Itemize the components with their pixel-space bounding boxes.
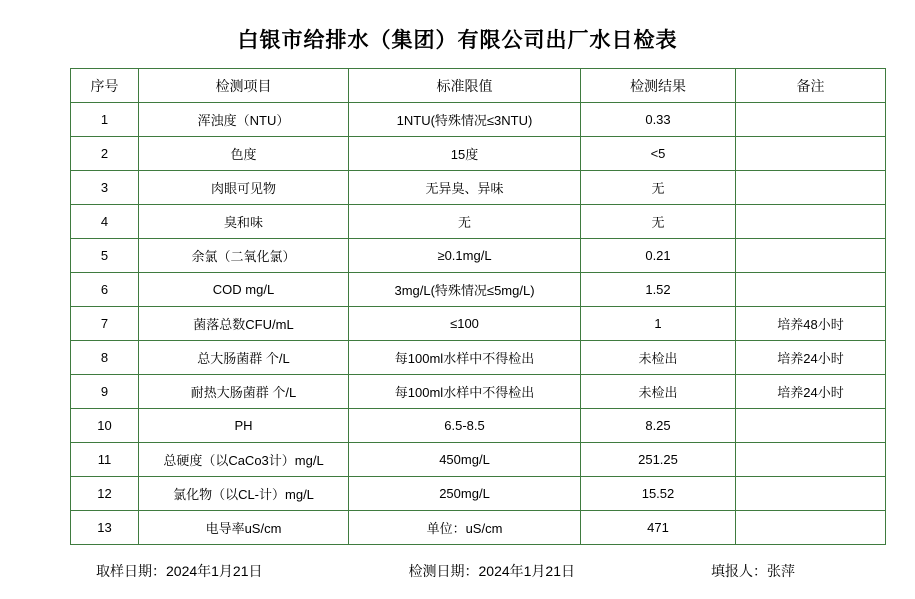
cell-no: 13: [71, 511, 139, 545]
footer: [0, 545, 915, 581]
table-row: [71, 103, 886, 137]
cell-result: 8.25: [581, 409, 736, 443]
cell-no: 7: [71, 307, 139, 341]
table-header-row: [71, 69, 886, 103]
cell-item: 色度: [139, 137, 349, 171]
cell-item: 电导率uS/cm: [139, 511, 349, 545]
cell-no: 1: [71, 103, 139, 137]
cell-result: 未检出: [581, 341, 736, 375]
table-container: [0, 68, 915, 545]
cell-remark: [736, 103, 886, 137]
table-row: [71, 443, 886, 477]
table-row: [71, 375, 886, 409]
cell-remark: 培养24小时: [736, 341, 886, 375]
cell-item: 浑浊度（NTU）: [139, 103, 349, 137]
table-row: [71, 511, 886, 545]
cell-no: 10: [71, 409, 139, 443]
column-header-no: 序号: [71, 69, 139, 103]
cell-item: COD mg/L: [139, 273, 349, 307]
table-row: [71, 273, 886, 307]
cell-remark: [736, 409, 886, 443]
cell-result: 251.25: [581, 443, 736, 477]
cell-item: 肉眼可见物: [139, 171, 349, 205]
cell-no: 12: [71, 477, 139, 511]
table-row: [71, 137, 886, 171]
column-header-remark: 备注: [736, 69, 886, 103]
cell-remark: 培养48小时: [736, 307, 886, 341]
cell-remark: [736, 273, 886, 307]
table-row: [71, 341, 886, 375]
cell-result: 471: [581, 511, 736, 545]
cell-limit: 无: [349, 205, 581, 239]
cell-limit: 每100ml水样中不得检出: [349, 341, 581, 375]
table-row: [71, 477, 886, 511]
cell-item: 总大肠菌群 个/L: [139, 341, 349, 375]
cell-item: 余氯（二氧化氯）: [139, 239, 349, 273]
table-row: [71, 409, 886, 443]
cell-remark: [736, 205, 886, 239]
table-row: [71, 307, 886, 341]
sampling-date: 取样日期：2024年1月21日: [96, 563, 263, 579]
cell-no: 4: [71, 205, 139, 239]
cell-item: 菌落总数CFU/mL: [139, 307, 349, 341]
cell-item: 耐热大肠菌群 个/L: [139, 375, 349, 409]
cell-limit: 每100ml水样中不得检出: [349, 375, 581, 409]
cell-limit: 3mg/L(特殊情况≤5mg/L): [349, 273, 581, 307]
cell-no: 5: [71, 239, 139, 273]
table-row: [71, 205, 886, 239]
cell-item: PH: [139, 409, 349, 443]
cell-limit: 450mg/L: [349, 443, 581, 477]
cell-no: 2: [71, 137, 139, 171]
cell-result: 1: [581, 307, 736, 341]
cell-result: 未检出: [581, 375, 736, 409]
cell-result: 1.52: [581, 273, 736, 307]
column-header-limit: 标准限值: [349, 69, 581, 103]
cell-no: 8: [71, 341, 139, 375]
cell-result: <5: [581, 137, 736, 171]
column-header-item: 检测项目: [139, 69, 349, 103]
table-row: [71, 171, 886, 205]
cell-result: 0.33: [581, 103, 736, 137]
cell-remark: 培养24小时: [736, 375, 886, 409]
cell-item: 总硬度（以CaCo3计）mg/L: [139, 443, 349, 477]
cell-result: 无: [581, 171, 736, 205]
cell-remark: [736, 239, 886, 273]
table-row: [71, 239, 886, 273]
cell-result: 15.52: [581, 477, 736, 511]
page-title: 白银市给排水（集团）有限公司出厂水日检表: [237, 28, 678, 52]
water-quality-table: [70, 68, 886, 545]
cell-remark: [736, 477, 886, 511]
cell-limit: 单位：uS/cm: [349, 511, 581, 545]
cell-remark: [736, 443, 886, 477]
cell-limit: 6.5-8.5: [349, 409, 581, 443]
cell-limit: ≥0.1mg/L: [349, 239, 581, 273]
cell-remark: [736, 511, 886, 545]
cell-no: 9: [71, 375, 139, 409]
cell-no: 6: [71, 273, 139, 307]
test-date: 检测日期：2024年1月21日: [408, 563, 576, 579]
reporter: 填报人：张萍: [711, 563, 795, 579]
cell-item: 臭和味: [139, 205, 349, 239]
cell-item: 氯化物（以CL-计）mg/L: [139, 477, 349, 511]
cell-no: 11: [71, 443, 139, 477]
cell-result: 无: [581, 205, 736, 239]
cell-remark: [736, 171, 886, 205]
cell-no: 3: [71, 171, 139, 205]
cell-limit: ≤100: [349, 307, 581, 341]
cell-limit: 250mg/L: [349, 477, 581, 511]
cell-remark: [736, 137, 886, 171]
cell-result: 0.21: [581, 239, 736, 273]
cell-limit: 无异臭、异味: [349, 171, 581, 205]
column-header-result: 检测结果: [581, 69, 736, 103]
cell-limit: 1NTU(特殊情况≤3NTU): [349, 103, 581, 137]
cell-limit: 15度: [349, 137, 581, 171]
